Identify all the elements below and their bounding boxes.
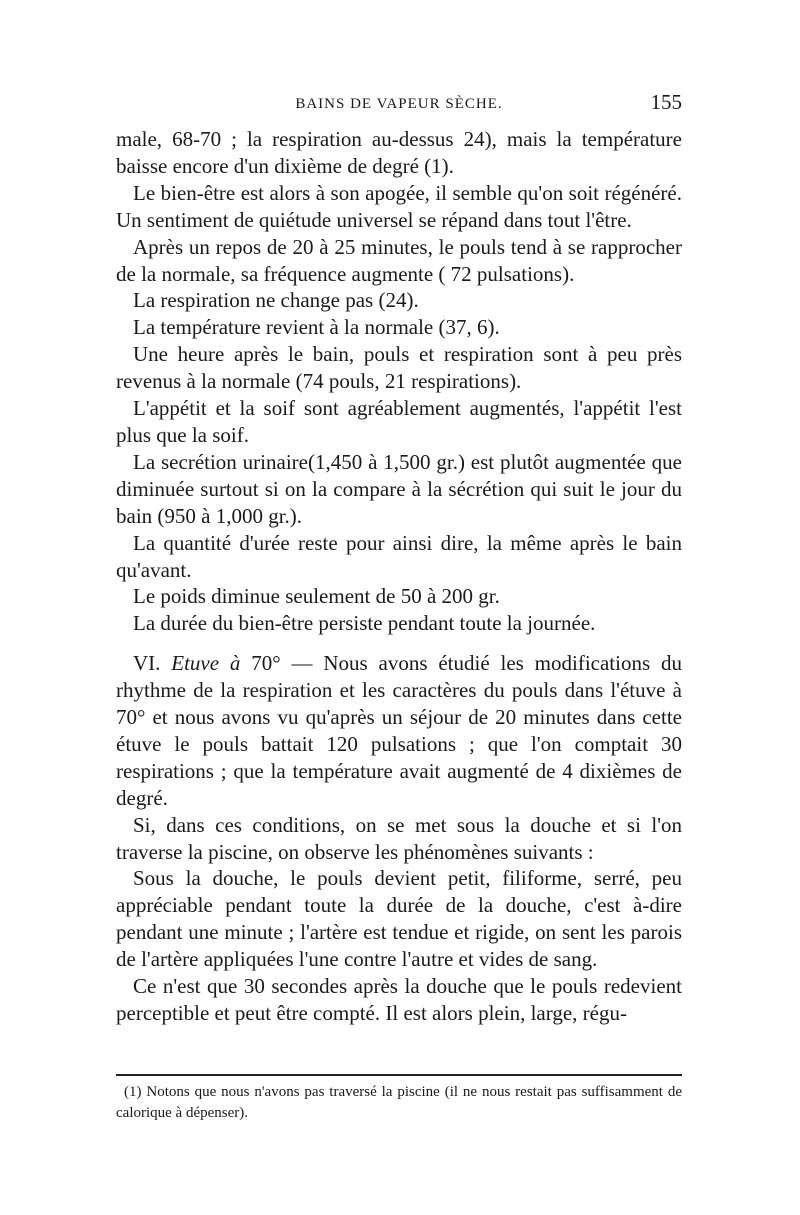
paragraph: Si, dans ces conditions, on se met sous la douche et si l'on traverse la piscine, on observe les phénomènes suivants : — [116, 812, 682, 864]
paragraph: Sous la douche, le pouls devient petit, filiforme, serré, peu appréciable pendant toute la durée de la douche, c'est à-dire pendant une minute ; l'artère est tendue et rigide, on sent les parois de l'artère appliquées l'une contre l'autre et vides de sang. — [116, 866, 682, 972]
section-number: VI. — [133, 651, 161, 676]
paragraph: Le bien-être est alors à son apogée, il semble qu'on soit régénéré. Un sentiment de quiétude universel se répand dans tout l'être. — [116, 180, 682, 232]
footnote: (1) Notons que nous n'avons pas traversé la piscine (il ne nous restait pas suffisamment de calorique à dépenser). — [116, 1084, 682, 1121]
page-body — [116, 126, 682, 1027]
paragraph: Ce n'est que 30 secondes après la douche que le pouls redevient perceptible et peut être compté. Il est alors plein, large, régu- — [116, 974, 682, 1025]
paragraph: Le poids diminue seulement de 50 à 200 gr. — [133, 584, 500, 609]
paragraph: La température revient à la normale (37, 6). — [133, 315, 500, 340]
footnote-rule — [116, 1074, 682, 1076]
section-text: 70° — Nous avons étudié les modifications du rhythme de la respiration et les caractères du pouls dans l'étuve à 70° et nous avons vu qu'après un séjour de 20 minutes dans cette étuve le pouls battait 120 pulsations ; que l'on comptait 30 respirations ; que la température avait augmenté de 4 dixièmes de degré. — [116, 651, 682, 810]
paragraph-continued: male, 68-70 ; la respiration au-dessus 24), mais la température baisse encore d'un dixième de degré (1). — [116, 127, 682, 178]
section-paragraph — [116, 650, 682, 811]
section-title: Etuve à — [171, 651, 241, 676]
paragraph: La quantité d'urée reste pour ainsi dire, la même après le bain qu'avant. — [116, 530, 682, 582]
page-header — [116, 90, 682, 120]
page-number: 155 — [650, 90, 682, 114]
running-title: BAINS DE VAPEUR SÈCHE. — [295, 96, 503, 112]
paragraph: La durée du bien-être persiste pendant toute la journée. — [133, 611, 596, 636]
paragraph: Une heure après le bain, pouls et respiration sont à peu près revenus à la normale (74 pouls, 21 respirations). — [116, 342, 682, 394]
footnotes — [116, 1082, 682, 1124]
paragraph: La respiration ne change pas (24). — [133, 288, 419, 313]
paragraph: L'appétit et la soif sont agréablement augmentés, l'appétit l'est plus que la soif. — [116, 396, 682, 447]
paragraph: Après un repos de 20 à 25 minutes, le pouls tend à se rapprocher de la normale, sa fréquence augmente ( 72 pulsations). — [116, 234, 682, 286]
paragraph: La secrétion urinaire(1,450 à 1,500 gr.) est plutôt augmentée que diminuée surtout si on la compare à la sécrétion qui suit le jour du bain (950 à 1,000 gr.). — [116, 449, 682, 528]
